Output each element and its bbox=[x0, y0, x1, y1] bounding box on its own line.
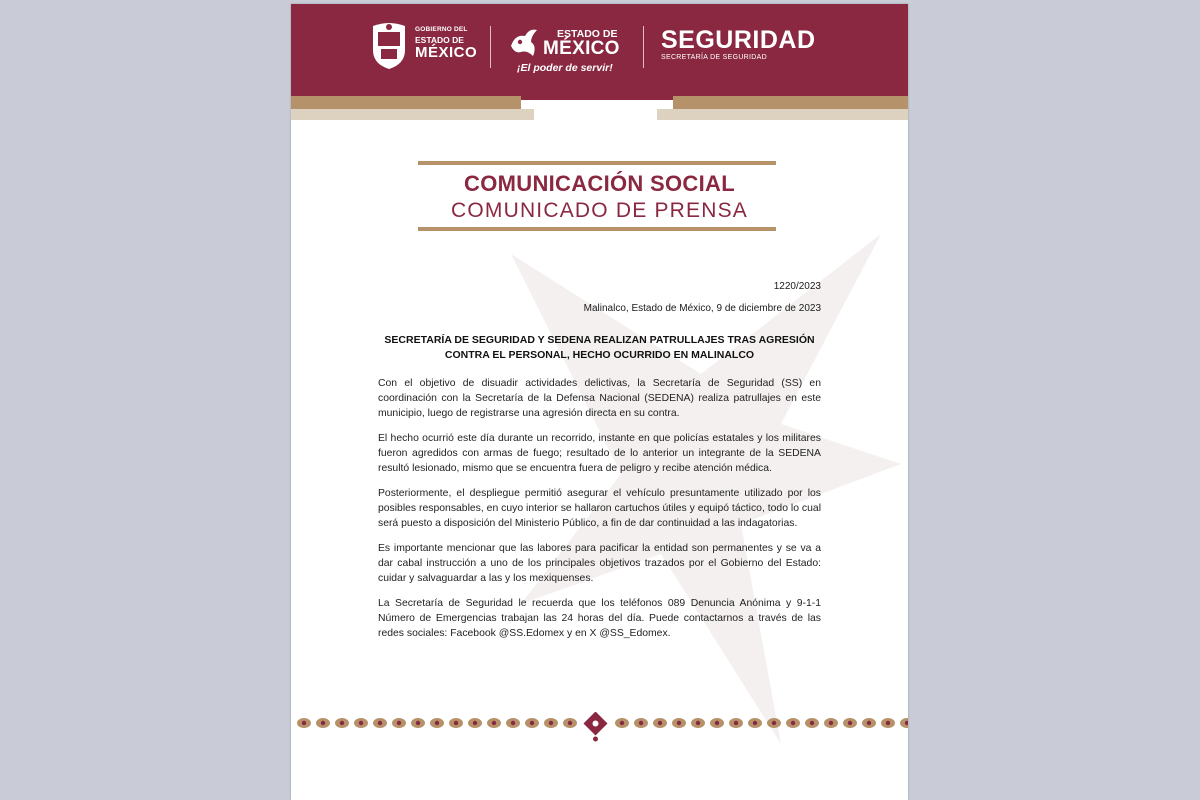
footer-ornament-right bbox=[615, 718, 908, 728]
header-band-right-gold bbox=[673, 96, 908, 109]
seguridad-title: SEGURIDAD bbox=[661, 26, 816, 54]
seguridad-logo bbox=[661, 28, 816, 61]
header-band-left-beige bbox=[291, 109, 534, 120]
gov-logo-line2: ESTADO DE bbox=[415, 34, 464, 45]
state-seal-icon bbox=[369, 20, 409, 70]
footer-ornament-left bbox=[297, 718, 577, 728]
edo-logo-line2: MÉXICO bbox=[543, 38, 620, 59]
header-divider bbox=[490, 26, 491, 68]
center-flower-icon bbox=[583, 712, 607, 742]
gov-logo-line3: MÉXICO bbox=[415, 44, 478, 61]
estado-mexico-logo bbox=[505, 22, 635, 78]
press-release-page bbox=[291, 4, 908, 800]
edo-logo-slogan: ¡El poder de servir! bbox=[517, 62, 613, 74]
title-rule-top bbox=[418, 161, 776, 165]
seguridad-subtitle: SECRETARÍA DE SEGURIDAD bbox=[661, 54, 767, 61]
headline: SECRETARÍA DE SEGURIDAD Y SEDENA REALIZAN PATRULLAJES TRAS AGRESIÓN CONTRA EL PERSONAL, HECHO OCURRIDO EN MALINALCO bbox=[384, 334, 815, 361]
header-divider bbox=[643, 26, 644, 68]
title-rule-bottom bbox=[418, 227, 776, 231]
paragraph: Posteriormente, el despliegue permitió asegurar el vehículo presuntamente utilizado por los posibles responsables, en cuyo interior se hallaron cartuchos útiles y equipó táctico, todo lo cual será puesto a disposición del Ministerio Público, a fin de dar continuidad a las indagatorias. bbox=[378, 488, 821, 529]
page-title: COMUNICACIÓN SOCIAL bbox=[464, 171, 735, 196]
paragraph: Con el objetivo de disuadir actividades delictivas, la Secretaría de Seguridad (SS) en coordinación con la Secretaría de la Defensa Nacional (SEDENA) realiza patrullajes en este municipio, luego de registrarse una agresión directa en su contra. bbox=[378, 378, 821, 419]
release-number: 1220/2023 bbox=[773, 281, 821, 292]
paragraph: La Secretaría de Seguridad le recuerda que los teléfonos 089 Denuncia Anónima y 9-1-1 Número de Emergencias trabajan las 24 horas del día. Puede contactarnos a través de las redes sociales: Facebook @SS.Edomex y en X @SS_Edomex. bbox=[378, 598, 821, 639]
header-band-right-beige bbox=[657, 109, 908, 120]
page-subtitle: COMUNICADO DE PRENSA bbox=[450, 199, 749, 222]
place-date: Malinalco, Estado de México, 9 de diciembre de 2023 bbox=[583, 303, 821, 314]
footer-ornament bbox=[291, 712, 908, 742]
gov-logo-line1: GOBIERNO DEL bbox=[415, 26, 468, 33]
gobierno-logo bbox=[369, 20, 489, 74]
header-banner bbox=[291, 4, 908, 100]
paragraph: Es importante mencionar que las labores para pacificar la entidad son permanentes y se va a dar cabal instrucción a uno de los principales objetivos trazados por el Gobierno del Estado: cuidar y salvaguardar a las y los mexiquenses. bbox=[378, 543, 821, 584]
body-text bbox=[378, 376, 821, 651]
paragraph: El hecho ocurrió este día durante un recorrido, instante en que policías estatales y los militares fueron agredidos con armas de fuego; resultado de lo anterior un integrante de la SEDENA resultó lesionado, mismo que se encuentra fuera de peligro y recibe atención médica. bbox=[378, 433, 821, 474]
edo-logo-line1: ESTADO DE bbox=[557, 28, 618, 40]
hummingbird-icon bbox=[507, 26, 543, 60]
header-band-left-gold bbox=[291, 96, 521, 109]
